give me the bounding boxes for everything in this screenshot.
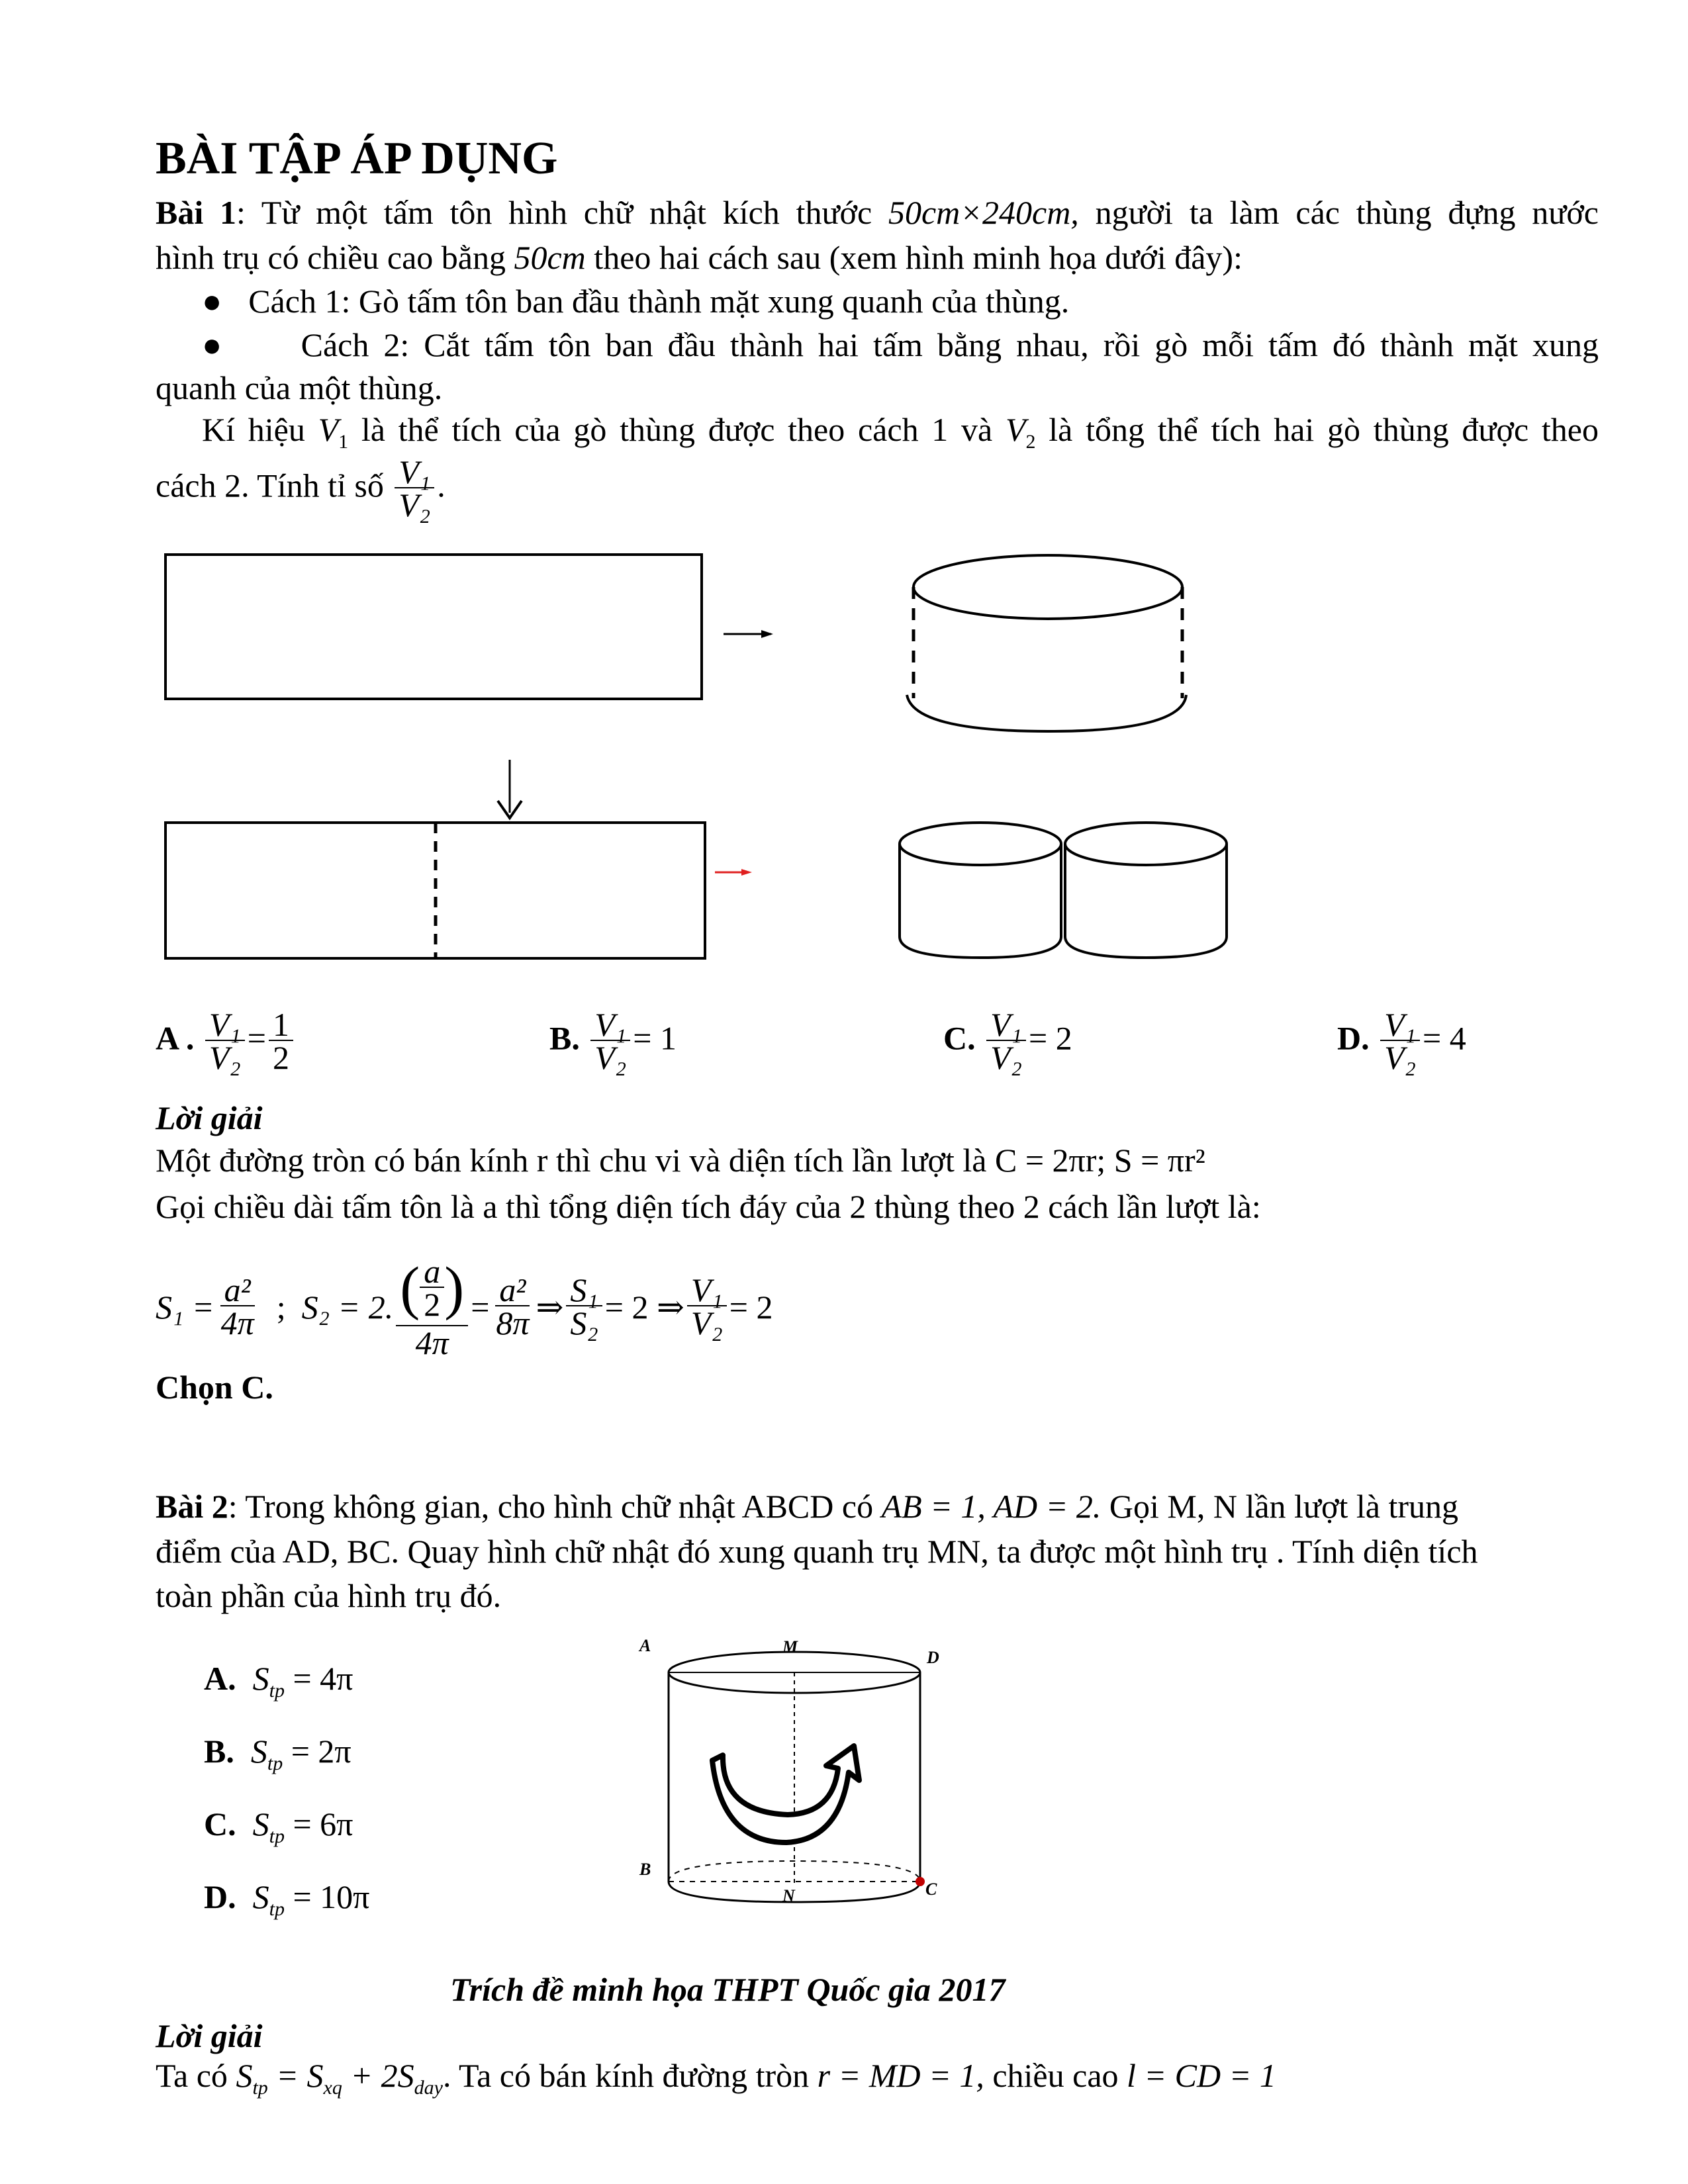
bai2-line3: toàn phần của hình trụ đó.	[156, 1577, 502, 1614]
bai2-line1	[156, 1486, 1458, 1527]
bai2-line1-post: Gọi M, N lần lượt là trung	[1101, 1488, 1458, 1525]
frac-den: V₂	[399, 486, 431, 523]
s2-inner-frac	[420, 1252, 444, 1323]
bai1-line1-post: người ta làm các thùng đựng nước	[1078, 194, 1599, 231]
paren-left: (	[400, 1255, 420, 1321]
period: .	[437, 467, 445, 504]
frac-num: V₁	[395, 457, 434, 488]
v1-sub: 1	[338, 431, 349, 453]
bai2-option-b-sub: tp	[267, 1752, 283, 1774]
bai2-option-d-rhs: = 10π	[284, 1878, 370, 1915]
rotation-arrow-icon	[712, 1746, 859, 1843]
bai2-option-b-rhs: = 2π	[283, 1733, 352, 1770]
option-d-letter: D.	[1337, 1019, 1370, 1057]
label-A: A	[639, 1636, 651, 1655]
bai2-cylinder	[669, 1652, 925, 1902]
paren-right: )	[444, 1255, 465, 1321]
v2-symbol: V	[1005, 411, 1026, 448]
bai1-solution-label: Lời giải	[156, 1099, 263, 1136]
s1-num: a²	[220, 1275, 255, 1306]
bai2-option-c-sub: tp	[269, 1825, 285, 1847]
eq-final: = 2	[729, 1288, 773, 1326]
option-a-frac	[205, 1006, 245, 1076]
option-a-rhs-frac	[269, 1006, 293, 1076]
bai2-option-c-expr: S	[252, 1805, 269, 1843]
option-b-letter: B.	[549, 1019, 580, 1057]
s2-frac	[396, 1254, 468, 1359]
bai2-option-c	[204, 1803, 353, 1857]
option-b-num: V₁	[590, 1009, 630, 1041]
option-b-den: V₂	[594, 1039, 627, 1076]
bai2-line1-pre: : Trong không gian, cho hình chữ nhật ABCD có	[228, 1488, 882, 1525]
bai2-option-a-letter: A.	[204, 1660, 236, 1697]
option-d-rhs: = 4	[1423, 1019, 1466, 1057]
label-N: N	[782, 1886, 795, 1905]
bai1-sol-equation: S₁ = $\frac{\text{a²}}{4\pi}$ ; S₂ = 2. ( $\frac{a}{2}$ ) 4π = $\frac{\text{a²}}{8\pi}$ ⇒ $\frac{\text{S₁}}{\text{S₂}}$ = 2 ⇒ $\frac{\text{V₁}}{\text{V₂}}$ = 2	[156, 1252, 773, 1361]
bai1-line1-pre: : Từ một tấm tôn hình chữ nhật kích thước	[236, 194, 888, 231]
s1-lhs: S₁ =	[156, 1288, 214, 1326]
s1-den: 4π	[220, 1304, 254, 1342]
bai1-line2-post: theo hai cách sau (xem hình minh họa dưới đây):	[585, 239, 1243, 276]
big-cylinder	[907, 555, 1186, 731]
label-C: C	[925, 1880, 937, 1899]
option-c-num: V₁	[986, 1009, 1026, 1041]
bai1-height-expr: 50cm	[514, 239, 586, 276]
label-D: D	[927, 1648, 939, 1667]
bai2-sol-post: . Ta có bán kính đường tròn	[442, 2057, 818, 2094]
bai2-sol-h-text: chiều cao	[984, 2057, 1127, 2094]
bai2-sol-s: S	[236, 2057, 253, 2094]
s2-num	[396, 1254, 468, 1326]
s2-inner-den: 2	[424, 1285, 441, 1323]
ratio-v-frac	[687, 1271, 727, 1342]
bai2-option-b	[204, 1731, 352, 1784]
option-a-letter: A .	[156, 1019, 195, 1057]
bullet-icon: ●	[202, 326, 228, 363]
label-B: B	[639, 1860, 651, 1879]
arrow-right-2-head	[741, 869, 752, 876]
bai2-sol-sub-xq: xq	[323, 2077, 342, 2099]
cach2-text: cách 2. Tính tỉ số	[156, 467, 393, 504]
bai2-source: Trích đề minh họa THPT Quốc gia 2017	[450, 1971, 1006, 2008]
option-d-num: V₁	[1380, 1009, 1420, 1041]
bai2-label: Bài 2	[156, 1488, 228, 1525]
option-a-den: V₂	[209, 1039, 241, 1076]
bai2-sol-mid: = S	[267, 2057, 324, 2094]
kihieu-2: là thể tích của gò thùng được theo cách 1 và	[348, 411, 1006, 448]
bullet-icon: ●	[202, 283, 222, 320]
ratio-v-num: V₁	[687, 1275, 727, 1306]
bai2-option-a-sub: tp	[269, 1680, 285, 1702]
bai2-solution-label: Lời giải	[156, 2017, 263, 2054]
option-c-letter: C.	[943, 1019, 976, 1057]
bai1-choose: Chọn C.	[156, 1369, 273, 1406]
s1-frac	[217, 1271, 258, 1342]
bai2-option-d-expr: S	[252, 1878, 269, 1915]
option-d-frac	[1380, 1006, 1420, 1076]
option-c-frac	[986, 1006, 1026, 1076]
bai1-label: Bài 1	[156, 194, 237, 231]
bai2-sol-r: r = MD = 1,	[817, 2057, 984, 2094]
kihieu-1: Kí hiệu	[202, 411, 318, 448]
s2-eq2-num: a²	[495, 1275, 530, 1306]
s2-den: 4π	[415, 1324, 449, 1361]
bai2-option-a-rhs: = 4π	[284, 1660, 353, 1697]
implies-1: ⇒	[536, 1288, 564, 1326]
option-c	[943, 1006, 1072, 1076]
kihieu-3: là tổng thể tích hai gò thùng được theo	[1035, 411, 1599, 448]
bai2-option-b-expr: S	[250, 1733, 267, 1770]
v2-sub: 2	[1025, 431, 1036, 453]
page-title: BÀI TẬP ÁP DỤNG	[156, 133, 558, 184]
s2-eq2-den: 8π	[496, 1304, 530, 1342]
bai2-sol-h: l = CD = 1	[1127, 2057, 1276, 2094]
bai2-sol-plus: + 2S	[342, 2057, 414, 2094]
bai2-line1-expr: AB = 1, AD = 2.	[881, 1488, 1102, 1525]
s2-inner-num: a	[420, 1256, 444, 1288]
bai1-bullet2-text: Cách 2: Cắt tấm tôn ban đầu thành hai tấm bằng nhau, rồi gò mỗi tấm đó thành mặt xung	[301, 326, 1599, 363]
option-a-rhs-num: 1	[269, 1009, 293, 1041]
label-M: M	[782, 1637, 798, 1657]
bai1-line2-pre: hình trụ có chiều cao bằng	[156, 239, 514, 276]
bai2-option-c-rhs: = 6π	[284, 1805, 353, 1843]
ratio-s-den: S₂	[570, 1304, 598, 1342]
option-a: A . $\frac{\text{V₁}}{\text{V₂}}$ = $\frac{1}{2}$	[156, 1009, 296, 1074]
s2-lhs: S₂ = 2.	[301, 1288, 394, 1326]
bai2-option-d-sub: tp	[269, 1898, 285, 1920]
option-d-den: V₂	[1384, 1039, 1417, 1076]
bai2-sol-pre: Ta có	[156, 2057, 236, 2094]
bai2-option-c-letter: C.	[204, 1805, 236, 1843]
option-d	[1337, 1006, 1466, 1076]
s2-eq2-frac	[492, 1271, 533, 1342]
bai1-bullet1-text: Cách 1: Gò tấm tôn ban đầu thành mặt xung quanh của thùng.	[248, 283, 1070, 320]
arrow-right-1-head	[761, 630, 773, 638]
bai1-bullet2-cont: quanh của một thùng.	[156, 369, 443, 406]
ratio-s-frac	[566, 1271, 602, 1342]
bai2-option-a-expr: S	[252, 1660, 269, 1697]
bai2-option-b-letter: B.	[204, 1733, 234, 1770]
bai2-sol-sub-day: day	[414, 2077, 443, 2099]
ratio-v-den: V₂	[690, 1304, 723, 1342]
v1-symbol: V	[318, 411, 339, 448]
option-c-den: V₂	[990, 1039, 1023, 1076]
bai2-sol-line	[156, 2055, 1276, 2109]
bai2-option-d	[204, 1876, 369, 1930]
small-cylinder-left	[900, 823, 1061, 958]
small-cylinder-right	[1065, 823, 1227, 958]
option-b-rhs: = 1	[633, 1019, 677, 1057]
bai2-option-d-letter: D.	[204, 1878, 236, 1915]
option-b	[549, 1006, 677, 1076]
ratio-s-num: S₁	[566, 1275, 602, 1306]
bai1-size-expr: 50cm×240cm,	[888, 194, 1079, 231]
bai2-option-a	[204, 1658, 353, 1711]
option-b-frac	[590, 1006, 630, 1076]
bai1-sol-line2: Gọi chiều dài tấm tôn là a thì tổng diện tích đáy của 2 thùng theo 2 cách lần lượt là:	[156, 1188, 1261, 1225]
bai2-line2: điểm của AD, BC. Quay hình chữ nhật đó xung quanh trụ MN, ta được một hình trụ . Tính diện tích	[156, 1533, 1478, 1570]
option-c-rhs: = 2	[1029, 1019, 1072, 1057]
option-a-rhs-den: 2	[273, 1039, 289, 1076]
separator: ;	[276, 1288, 286, 1326]
sheet-rect-1	[165, 555, 702, 699]
bai1-sol-line1: Một đường tròn có bán kính r thì chu vi và diện tích lần lượt là C = 2πr; S = πr²	[156, 1142, 1205, 1179]
option-a-num: V₁	[205, 1009, 245, 1041]
bai2-sol-sub-tp: tp	[252, 2077, 268, 2099]
eq-2: = 2 ⇒	[604, 1288, 684, 1326]
